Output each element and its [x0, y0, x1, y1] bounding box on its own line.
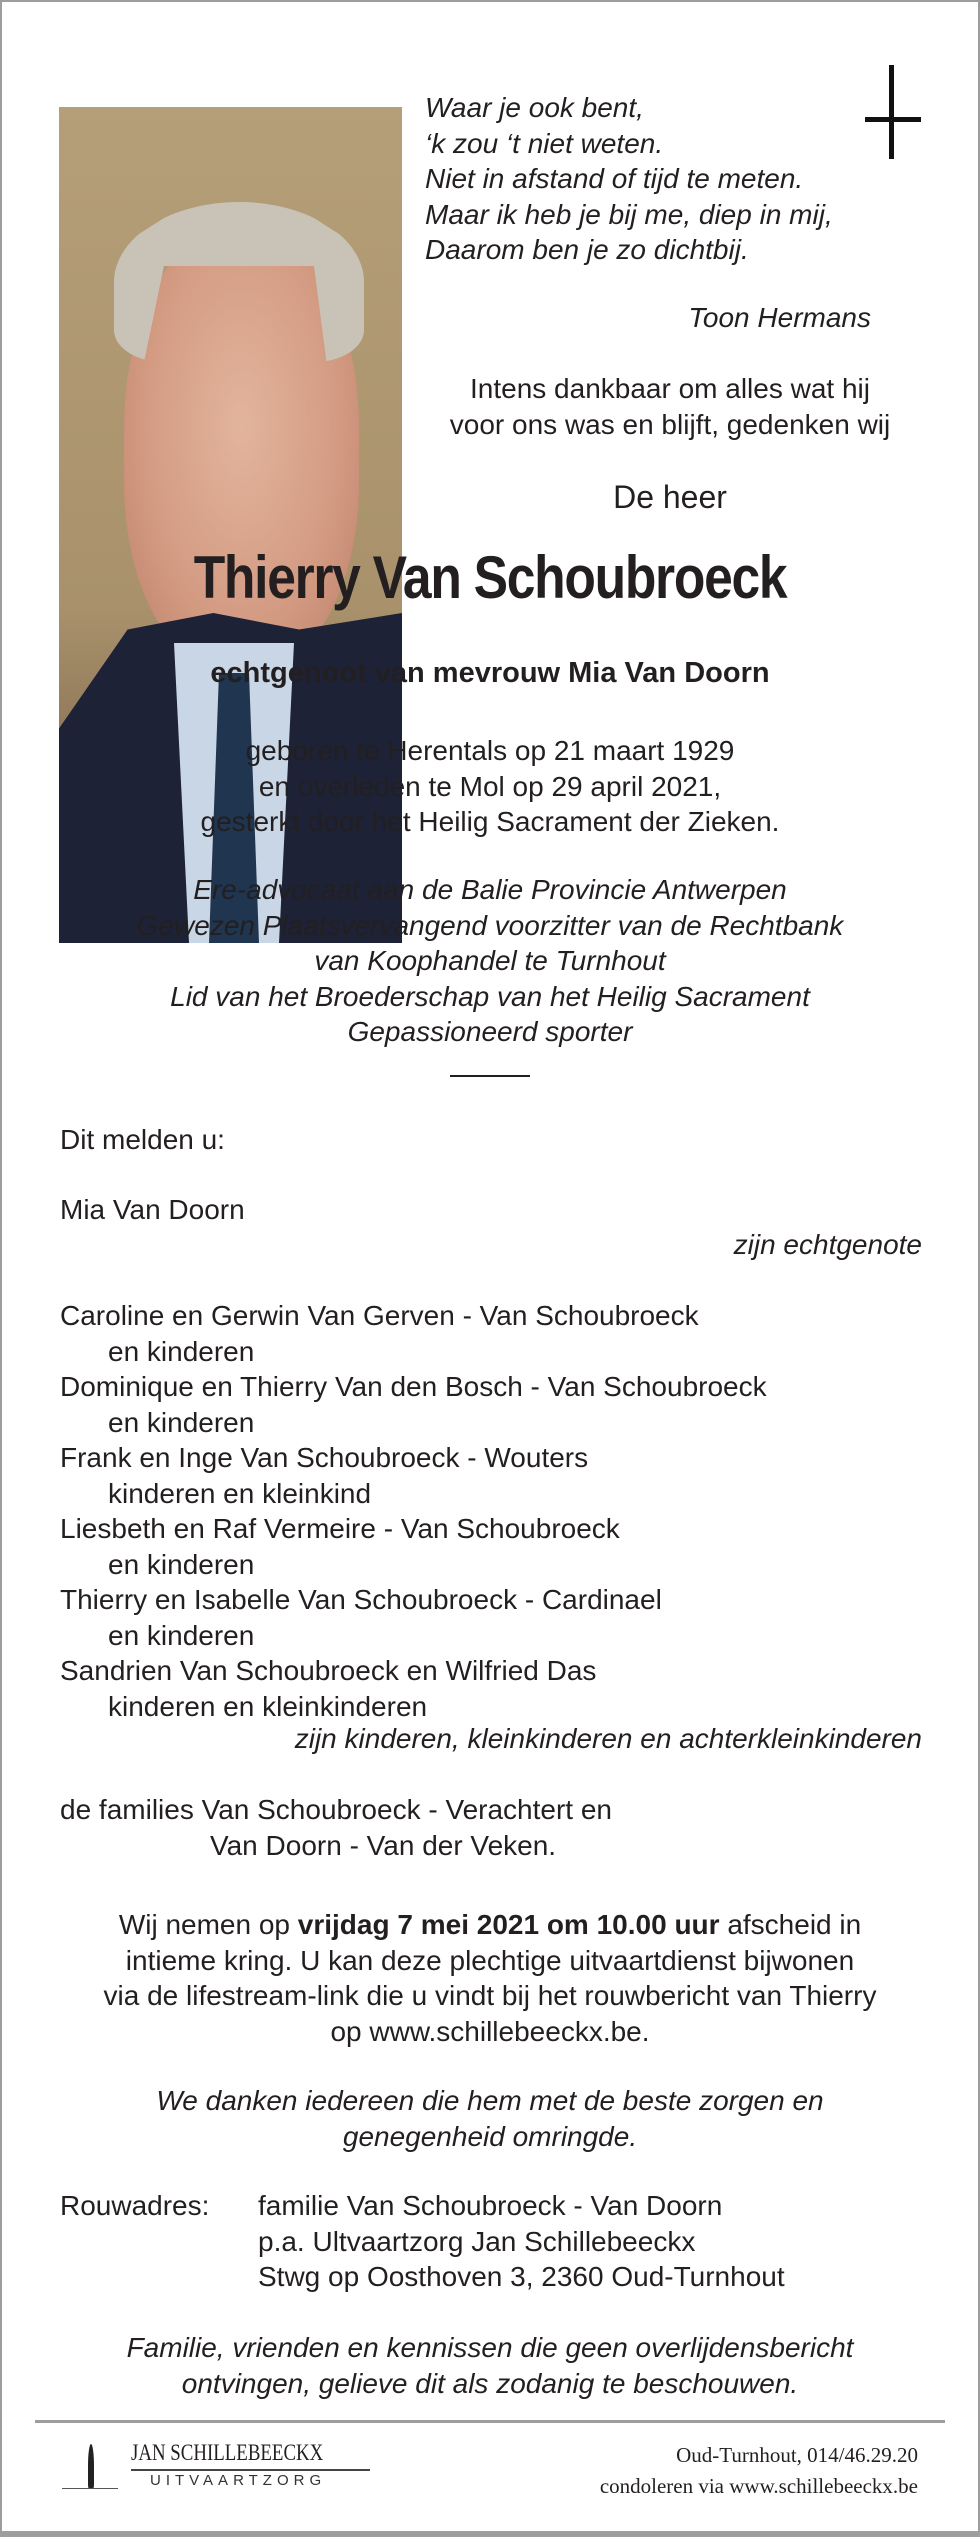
address: [258, 2188, 785, 2295]
title-line: Lid van het Broederschap van het Heilig Sacrament: [170, 980, 810, 1012]
poem-line: Waar je ook bent,: [425, 92, 644, 123]
poem-line: Niet in afstand of tijd te meten.: [425, 163, 804, 194]
intro-line: Intens dankbaar om alles wat hij: [470, 373, 870, 404]
notice-line: Familie, vrienden en kennissen die geen overlijdensbericht: [126, 2332, 854, 2363]
child-sub: en kinderen: [108, 1548, 255, 1580]
birth-line: geboren te Herentals op 21 maart 1929: [245, 735, 735, 766]
farewell: [0, 1907, 980, 2049]
titles: [0, 872, 980, 1050]
poem: [425, 90, 833, 268]
child-sub: en kinderen: [108, 1335, 255, 1367]
widow-name: Mia Van Doorn: [60, 1194, 245, 1225]
contact-phone: Oud-Turnhout, 014/46.29.20: [676, 2443, 918, 2467]
child-sub: kinderen en kleinkind: [108, 1477, 372, 1509]
funeral-home-logo: [62, 2440, 382, 2500]
notice-line: ontvingen, gelieve dit als zodanig te beschouwen.: [181, 2367, 799, 2399]
sacrament-line: gesterkt door het Heilig Sacrament der Zieken.: [200, 806, 780, 837]
deceased-name: Thierry Van Schoubroeck: [193, 544, 787, 611]
thanks: [0, 2083, 980, 2154]
children-role: zijn kinderen, kleinkinderen en achterkleinkinderen: [294, 1723, 922, 1754]
intro-line: voor ons was en blijft, gedenken wij: [449, 408, 891, 440]
announce: Dit melden u:: [60, 1124, 225, 1155]
divider: [450, 1075, 530, 1077]
children-list: [60, 1298, 767, 1724]
title-line: Gewezen Plaatsvervangend voorzitter van de Rechtbank: [136, 909, 844, 941]
address-line: Stwg op Oosthoven 3, 2360 Oud-Turnhout: [258, 2261, 785, 2292]
child-sub: en kinderen: [108, 1406, 255, 1438]
family-line: de families Van Schoubroeck - Verachtert en: [60, 1794, 613, 1825]
farewell-pre: Wij nemen op: [118, 1909, 298, 1940]
footer-divider: [35, 2420, 945, 2423]
child-sub: en kinderen: [108, 1619, 255, 1651]
cypress-tree-icon: [88, 2444, 94, 2488]
address-line: familie Van Schoubroeck - Van Doorn: [258, 2190, 723, 2221]
intro-text: [410, 371, 930, 442]
thanks-line: genegenheid omringde.: [342, 2120, 638, 2152]
spouse-line: echtgenoot van mevrouw Mia Van Doorn: [210, 657, 770, 689]
farewell-post: afscheid in: [719, 1909, 862, 1940]
poem-author: Toon Hermans: [688, 302, 871, 333]
child-sub: kinderen en kleinkinderen: [108, 1690, 428, 1722]
child-name: Thierry en Isabelle Van Schoubroeck - Cardinael: [60, 1584, 662, 1615]
thanks-line: We danken iedereen die hem met de beste zorgen en: [156, 2085, 824, 2116]
widow-role: zijn echtgenote: [733, 1229, 922, 1260]
child-name: Dominique en Thierry Van den Bosch - Van Schoubroeck: [60, 1371, 767, 1402]
cross-icon: [865, 65, 921, 159]
honorific: De heer: [613, 479, 727, 515]
farewell-date: vrijdag 7 mei 2021 om 10.00 uur: [297, 1909, 720, 1940]
child-name: Sandrien Van Schoubroeck en Wilfried Das: [60, 1655, 597, 1686]
poem-line: Daarom ben je zo dichtbij.: [425, 234, 749, 265]
farewell-line: intieme kring. U kan deze plechtige uitvaartdienst bijwonen: [125, 1944, 855, 1976]
footer-contact: [600, 2440, 918, 2502]
notice: [0, 2330, 980, 2401]
condolences-link[interactable]: condoleren via www.schillebeeckx.be: [599, 2474, 918, 2498]
title-line: Gepassioneerd sporter: [347, 1016, 633, 1047]
farewell-line: op www.schillebeeckx.be.: [330, 2015, 650, 2047]
address-line: p.a. Ultvaartzorg Jan Schillebeeckx: [258, 2225, 696, 2257]
families: [60, 1792, 612, 1863]
logo-subtitle: UITVAARTZORG: [150, 2472, 327, 2489]
child-name: Caroline en Gerwin Van Gerven - Van Schoubroeck: [60, 1300, 699, 1331]
address-label: Rouwadres:: [60, 2190, 210, 2221]
title-line: Ere-advocaat aan de Balie Provincie Antwerpen: [193, 874, 787, 905]
child-name: Liesbeth en Raf Vermeire - Van Schoubroeck: [60, 1513, 620, 1544]
title-line: van Koophandel te Turnhout: [314, 945, 666, 976]
poem-line: ‘k zou ‘t niet weten.: [425, 127, 664, 159]
child-name: Frank en Inge Van Schoubroeck - Wouters: [60, 1442, 589, 1473]
birth-death: [0, 733, 980, 840]
farewell-line: via de lifestream-link die u vindt bij het rouwbericht van Thierry: [103, 1980, 877, 2011]
death-line: en overleden te Mol op 29 april 2021,: [258, 770, 722, 802]
logo-name: JAN SCHILLEBEECKX: [131, 2440, 324, 2465]
poem-line: Maar ik heb je bij me, diep in mij,: [425, 198, 833, 230]
family-line: Van Doorn - Van der Veken.: [210, 1829, 557, 1861]
farewell-line: [0, 1907, 980, 1943]
